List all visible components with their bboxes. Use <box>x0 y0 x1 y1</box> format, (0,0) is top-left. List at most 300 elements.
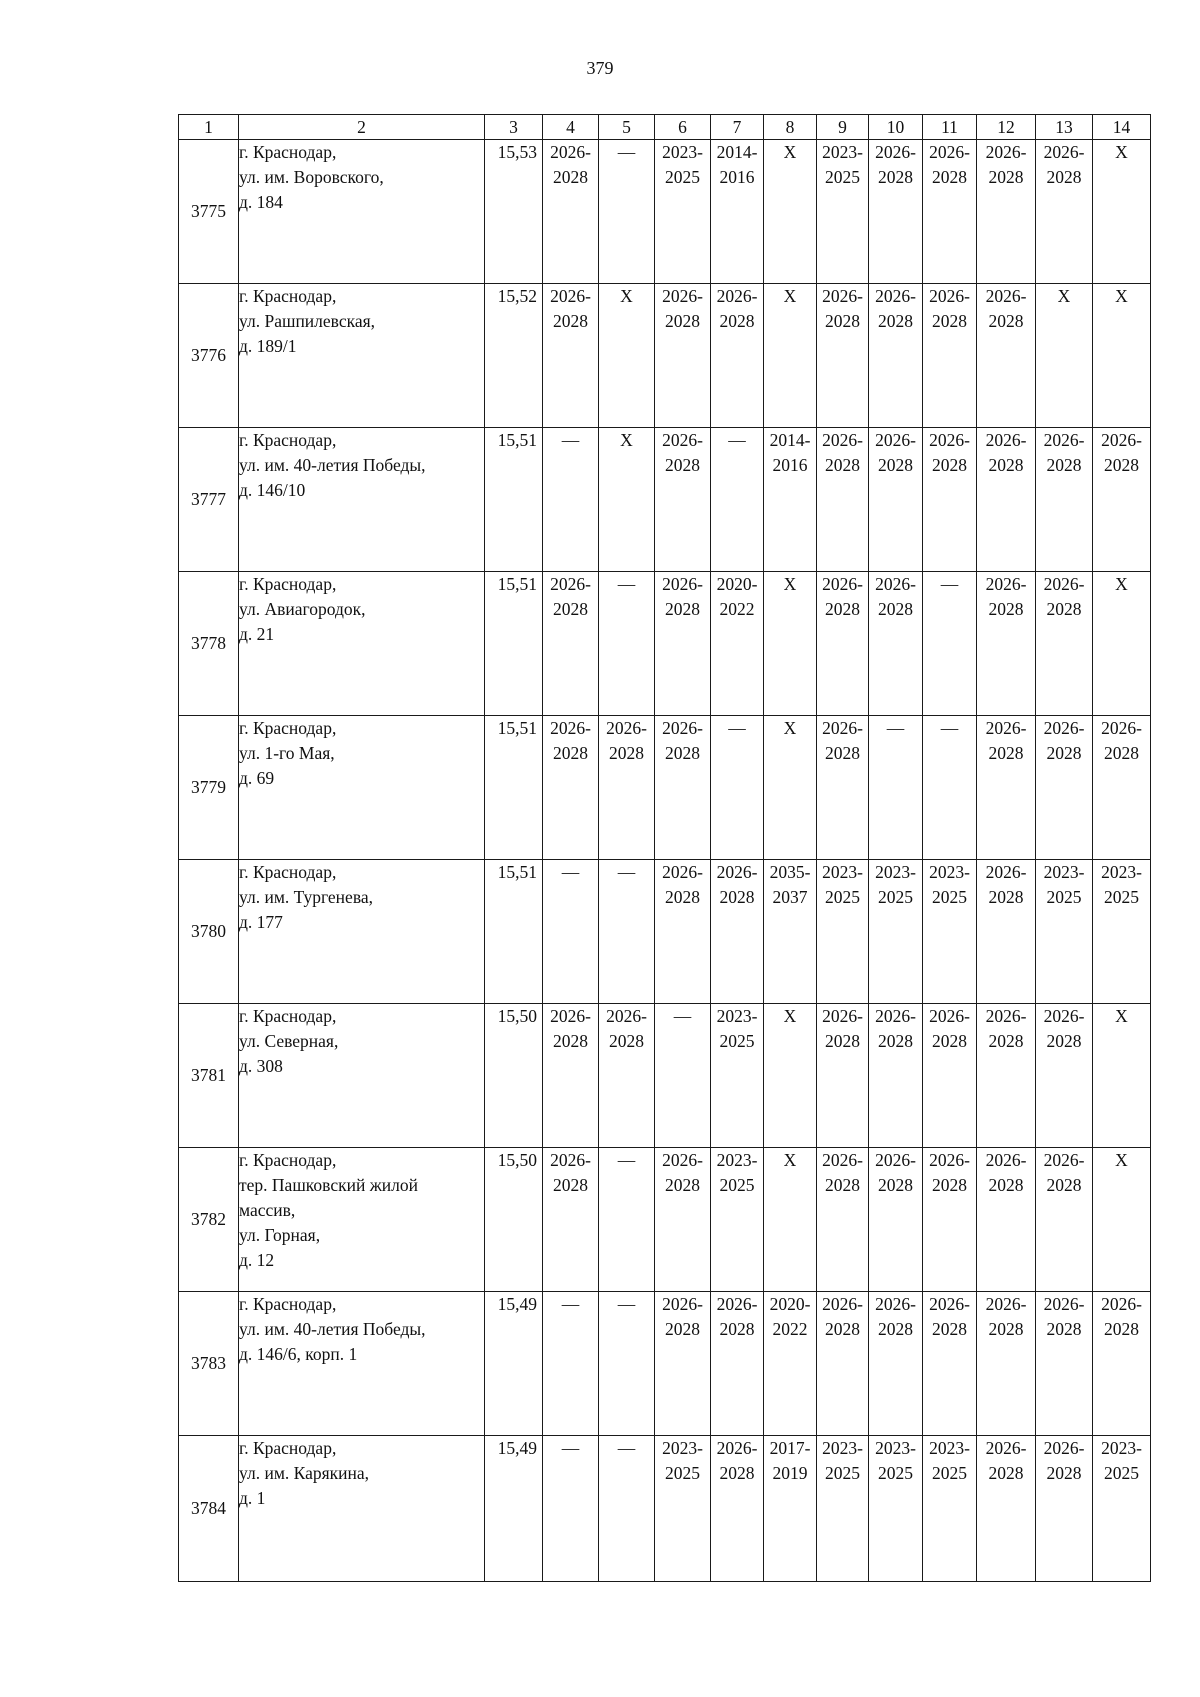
cell-value: 2023- <box>875 862 916 882</box>
cell-value: 2017- <box>769 1438 811 1458</box>
value-cell-col-6 <box>655 860 711 1004</box>
table-row <box>179 140 1151 284</box>
value-cell-col-4 <box>543 428 599 572</box>
cell-value: 2026- <box>822 1006 863 1026</box>
value-cell-col-9 <box>817 572 869 716</box>
cell-value: 2026- <box>822 1294 863 1314</box>
cell-value: 2026- <box>822 574 863 594</box>
column-header-5: 5 <box>599 115 655 140</box>
column-header-3: 3 <box>485 115 543 140</box>
cell-value: 2028 <box>1104 1319 1139 1339</box>
value-cell-col-11 <box>923 1292 977 1436</box>
value-cell-col-9 <box>817 284 869 428</box>
cell-value: 2028 <box>932 1319 967 1339</box>
cell-value: — <box>673 1006 692 1026</box>
address-line: д. 308 <box>239 1056 283 1076</box>
cell-value: 2028 <box>878 599 913 619</box>
value-cell-col-13 <box>1036 140 1093 284</box>
column-header-4: 4 <box>543 115 599 140</box>
cell-value: 2028 <box>665 743 700 763</box>
table-row <box>179 716 1151 860</box>
cell-value: 2028 <box>553 1031 588 1051</box>
address-line: д. 1 <box>239 1488 266 1508</box>
value-cell-col-6 <box>655 1436 711 1582</box>
address-line: ул. им. Тургенева, <box>239 887 373 907</box>
address-line: ул. Горная, <box>239 1225 321 1245</box>
cell-value: 2028 <box>719 1463 755 1483</box>
value-cell-col-11 <box>923 428 977 572</box>
address-line: ул. Северная, <box>239 1031 339 1051</box>
cell-value: — <box>940 718 959 738</box>
cell-value: 2023- <box>716 1006 758 1026</box>
cell-value: 2028 <box>825 311 860 331</box>
area-cell: 15,53 <box>485 140 543 284</box>
cell-value: 2026- <box>1043 574 1085 594</box>
table-body <box>179 140 1151 1582</box>
cell-value: 2028 <box>1046 1175 1082 1195</box>
cell-value: — <box>617 574 636 594</box>
cell-value: — <box>617 862 636 882</box>
cell-value: 2028 <box>878 311 913 331</box>
cell-value: 2028 <box>932 1175 967 1195</box>
cell-value: 2020- <box>769 1294 811 1314</box>
area-cell: 15,49 <box>485 1292 543 1436</box>
value-cell-col-14 <box>1093 1148 1151 1292</box>
value-cell-col-11 <box>923 1004 977 1148</box>
value-cell-col-4 <box>543 140 599 284</box>
cell-value: 2020- <box>716 574 758 594</box>
cell-value: 2028 <box>1104 743 1139 763</box>
cell-value: 2026- <box>985 1006 1027 1026</box>
value-cell-col-5 <box>599 716 655 860</box>
value-cell-col-13 <box>1036 1292 1093 1436</box>
cell-value: 2028 <box>1046 1319 1082 1339</box>
cell-value: 2028 <box>665 599 700 619</box>
cell-value: 2028 <box>988 455 1024 475</box>
cell-value: 2026- <box>716 862 758 882</box>
value-cell-col-14 <box>1093 140 1151 284</box>
value-cell-col-12 <box>977 1148 1036 1292</box>
value-cell-col-7 <box>711 428 764 572</box>
address-line: г. Краснодар, <box>239 574 337 594</box>
cell-value: 2026- <box>1101 718 1142 738</box>
value-cell-col-8 <box>764 284 817 428</box>
value-cell-col-11 <box>923 860 977 1004</box>
value-cell-col-11 <box>923 572 977 716</box>
cell-value: 2026- <box>662 1294 703 1314</box>
cell-value: 2026- <box>1043 1006 1085 1026</box>
value-cell-col-13 <box>1036 572 1093 716</box>
value-cell-col-7 <box>711 140 764 284</box>
cell-value: 2026- <box>662 718 703 738</box>
cell-value: 2026- <box>929 1150 970 1170</box>
value-cell-col-8 <box>764 716 817 860</box>
cell-value: X <box>620 286 633 306</box>
address-line: ул. им. 40-летия Победы, <box>239 455 426 475</box>
cell-value: 2026- <box>875 574 916 594</box>
address-cell <box>239 860 485 1004</box>
row-number: 3784 <box>179 1436 239 1582</box>
cell-value: X <box>1115 1150 1128 1170</box>
value-cell-col-12 <box>977 1436 1036 1582</box>
value-cell-col-12 <box>977 1004 1036 1148</box>
table-row <box>179 1004 1151 1148</box>
column-header-6: 6 <box>655 115 711 140</box>
table-row <box>179 428 1151 572</box>
value-cell-col-8 <box>764 1436 817 1582</box>
row-number: 3782 <box>179 1148 239 1292</box>
cell-value: 2026- <box>1043 1150 1085 1170</box>
cell-value: 2028 <box>1046 599 1082 619</box>
address-line: ул. Рашпилевская, <box>239 311 376 331</box>
area-cell: 15,51 <box>485 572 543 716</box>
cell-value: 2028 <box>988 1031 1024 1051</box>
area-cell: 15,49 <box>485 1436 543 1582</box>
value-cell-col-6 <box>655 572 711 716</box>
table-row <box>179 1148 1151 1292</box>
cell-value: X <box>783 1150 797 1170</box>
cell-value: X <box>783 1006 797 1026</box>
cell-value: 2028 <box>988 1175 1024 1195</box>
cell-value: 2026- <box>1043 430 1085 450</box>
cell-value: 2025 <box>825 1463 860 1483</box>
cell-value: X <box>783 286 797 306</box>
cell-value: 2026- <box>716 286 758 306</box>
value-cell-col-14 <box>1093 716 1151 860</box>
cell-value: 2026- <box>716 1294 758 1314</box>
cell-value: 2026- <box>1043 142 1085 162</box>
cell-value: 2026- <box>662 862 703 882</box>
address-line: г. Краснодар, <box>239 718 337 738</box>
cell-value: 2026- <box>929 142 970 162</box>
value-cell-col-14 <box>1093 428 1151 572</box>
cell-value: X <box>1057 286 1071 306</box>
value-cell-col-4 <box>543 1292 599 1436</box>
cell-value: 2023- <box>822 142 863 162</box>
cell-value: 2026- <box>716 1438 758 1458</box>
cell-value: — <box>617 1438 636 1458</box>
value-cell-col-4 <box>543 1436 599 1582</box>
value-cell-col-4 <box>543 1148 599 1292</box>
value-cell-col-10 <box>869 140 923 284</box>
cell-value: 2026- <box>822 718 863 738</box>
cell-value: X <box>1115 574 1128 594</box>
address-line: г. Краснодар, <box>239 1438 337 1458</box>
value-cell-col-5 <box>599 140 655 284</box>
address-line: г. Краснодар, <box>239 1150 337 1170</box>
cell-value: 2028 <box>825 599 860 619</box>
row-number: 3780 <box>179 860 239 1004</box>
cell-value: 2026- <box>985 862 1027 882</box>
row-number: 3778 <box>179 572 239 716</box>
cell-value: 2026- <box>985 574 1027 594</box>
cell-value: 2028 <box>878 1319 913 1339</box>
cell-value: 2026- <box>929 430 970 450</box>
address-line: г. Краснодар, <box>239 430 337 450</box>
cell-value: 2028 <box>1046 455 1082 475</box>
cell-value: — <box>728 430 746 450</box>
cell-value: 2026- <box>875 1294 916 1314</box>
value-cell-col-12 <box>977 140 1036 284</box>
value-cell-col-8 <box>764 1148 817 1292</box>
cell-value: X <box>1115 142 1128 162</box>
cell-value: 2026- <box>662 430 703 450</box>
column-header-11: 11 <box>923 115 977 140</box>
value-cell-col-13 <box>1036 284 1093 428</box>
value-cell-col-10 <box>869 1148 923 1292</box>
cell-value: 2026- <box>1043 1294 1085 1314</box>
area-cell: 15,50 <box>485 1004 543 1148</box>
cell-value: 2028 <box>665 1175 700 1195</box>
value-cell-col-14 <box>1093 1004 1151 1148</box>
address-cell <box>239 572 485 716</box>
cell-value: 2023- <box>1101 1438 1142 1458</box>
cell-value: 2026- <box>1101 430 1142 450</box>
cell-value: 2023- <box>822 1438 863 1458</box>
row-number: 3776 <box>179 284 239 428</box>
address-line: г. Краснодар, <box>239 142 337 162</box>
address-line: ул. им. Карякина, <box>239 1463 370 1483</box>
cell-value: 2026- <box>822 430 863 450</box>
table-row <box>179 572 1151 716</box>
value-cell-col-4 <box>543 716 599 860</box>
value-cell-col-11 <box>923 284 977 428</box>
cell-value: 2025 <box>825 167 860 187</box>
cell-value: 2025 <box>1104 887 1139 907</box>
area-cell: 15,51 <box>485 860 543 1004</box>
address-cell <box>239 428 485 572</box>
cell-value: 2028 <box>1046 167 1082 187</box>
address-line: д. 69 <box>239 768 275 788</box>
cell-value: 2026- <box>875 1150 916 1170</box>
cell-value: 2026- <box>929 1006 970 1026</box>
cell-value: 2026- <box>550 1006 591 1026</box>
address-line: ул. им. Воровского, <box>239 167 384 187</box>
cell-value: 2025 <box>878 1463 913 1483</box>
cell-value: 2026- <box>550 718 591 738</box>
cell-value: 2026- <box>822 1150 863 1170</box>
address-line: тер. Пашковский жилой <box>239 1175 418 1195</box>
value-cell-col-9 <box>817 140 869 284</box>
cell-value: 2028 <box>719 1319 755 1339</box>
table-row <box>179 1436 1151 1582</box>
cell-value: 2022 <box>772 1319 808 1339</box>
cell-value: 2026- <box>985 1294 1027 1314</box>
cell-value: 2026- <box>822 286 863 306</box>
value-cell-col-5 <box>599 572 655 716</box>
column-header-14: 14 <box>1093 115 1151 140</box>
value-cell-col-5 <box>599 1148 655 1292</box>
value-cell-col-11 <box>923 140 977 284</box>
cell-value: 2028 <box>878 455 913 475</box>
cell-value: X <box>783 142 797 162</box>
address-cell <box>239 1292 485 1436</box>
cell-value: 2026- <box>985 1150 1027 1170</box>
value-cell-col-7 <box>711 572 764 716</box>
cell-value: 2023- <box>662 142 703 162</box>
address-line: ул. им. 40-летия Победы, <box>239 1319 426 1339</box>
cell-value: 2025 <box>665 1463 700 1483</box>
cell-value: 2026- <box>606 718 647 738</box>
cell-value: 2025 <box>1104 1463 1139 1483</box>
address-cell <box>239 140 485 284</box>
cell-value: 2028 <box>988 887 1024 907</box>
cell-value: 2028 <box>878 1175 913 1195</box>
cell-value: — <box>561 862 580 882</box>
value-cell-col-7 <box>711 716 764 860</box>
cell-value: 2028 <box>932 1031 967 1051</box>
cell-value: 2026- <box>550 142 591 162</box>
value-cell-col-6 <box>655 140 711 284</box>
row-number: 3777 <box>179 428 239 572</box>
value-cell-col-10 <box>869 860 923 1004</box>
value-cell-col-13 <box>1036 428 1093 572</box>
value-cell-col-14 <box>1093 572 1151 716</box>
value-cell-col-9 <box>817 1436 869 1582</box>
value-cell-col-9 <box>817 860 869 1004</box>
address-line: д. 184 <box>239 192 283 212</box>
cell-value: 2023- <box>929 862 970 882</box>
cell-value: 2026- <box>985 430 1027 450</box>
cell-value: 2028 <box>988 743 1024 763</box>
cell-value: 2028 <box>878 1031 913 1051</box>
value-cell-col-8 <box>764 860 817 1004</box>
cell-value: 2026- <box>875 142 916 162</box>
cell-value: 2026- <box>985 142 1027 162</box>
column-header-8: 8 <box>764 115 817 140</box>
cell-value: 2025 <box>878 887 913 907</box>
value-cell-col-11 <box>923 716 977 860</box>
address-line: ул. Авиагородок, <box>239 599 366 619</box>
cell-value: 2026- <box>985 286 1027 306</box>
cell-value: 2025 <box>932 1463 967 1483</box>
cell-value: 2014- <box>716 142 758 162</box>
column-header-9: 9 <box>817 115 869 140</box>
cell-value: X <box>620 430 633 450</box>
cell-value: 2028 <box>609 743 644 763</box>
cell-value: 2016 <box>772 455 808 475</box>
value-cell-col-8 <box>764 140 817 284</box>
cell-value: X <box>783 574 797 594</box>
cell-value: 2028 <box>1046 743 1082 763</box>
cell-value: 2025 <box>719 1031 755 1051</box>
cell-value: 2028 <box>665 887 700 907</box>
cell-value: 2026- <box>1043 1438 1085 1458</box>
cell-value: — <box>561 1438 580 1458</box>
value-cell-col-12 <box>977 716 1036 860</box>
cell-value: 2028 <box>988 599 1024 619</box>
cell-value: 2028 <box>609 1031 644 1051</box>
address-line: г. Краснодар, <box>239 1006 337 1026</box>
address-line: д. 146/6, корп. 1 <box>239 1344 358 1364</box>
area-cell: 15,50 <box>485 1148 543 1292</box>
address-line: д. 12 <box>239 1250 275 1270</box>
cell-value: 2023- <box>1101 862 1142 882</box>
cell-value: 2014- <box>769 430 811 450</box>
value-cell-col-5 <box>599 1004 655 1148</box>
area-cell: 15,51 <box>485 716 543 860</box>
cell-value: 2028 <box>825 1175 860 1195</box>
cell-value: X <box>783 718 797 738</box>
row-number: 3775 <box>179 140 239 284</box>
cell-value: — <box>940 574 959 594</box>
cell-value: 2026- <box>1043 718 1085 738</box>
address-cell <box>239 1148 485 1292</box>
cell-value: 2028 <box>1046 1463 1082 1483</box>
row-number: 3781 <box>179 1004 239 1148</box>
value-cell-col-8 <box>764 1004 817 1148</box>
cell-value: 2026- <box>606 1006 647 1026</box>
value-cell-col-12 <box>977 860 1036 1004</box>
value-cell-col-12 <box>977 428 1036 572</box>
value-cell-col-9 <box>817 716 869 860</box>
cell-value: 2037 <box>772 887 808 907</box>
value-cell-col-7 <box>711 860 764 1004</box>
address-line: д. 146/10 <box>239 480 306 500</box>
value-cell-col-5 <box>599 1292 655 1436</box>
value-cell-col-4 <box>543 1004 599 1148</box>
cell-value: 2026- <box>929 286 970 306</box>
cell-value: 2026- <box>929 1294 970 1314</box>
cell-value: 2025 <box>719 1175 755 1195</box>
value-cell-col-7 <box>711 284 764 428</box>
value-cell-col-9 <box>817 1148 869 1292</box>
cell-value: — <box>561 1294 580 1314</box>
value-cell-col-10 <box>869 284 923 428</box>
cell-value: X <box>1115 286 1128 306</box>
column-header-1: 1 <box>179 115 239 140</box>
cell-value: 2028 <box>988 311 1024 331</box>
cell-value: 2023- <box>822 862 863 882</box>
cell-value: X <box>1115 1006 1128 1026</box>
cell-value: 2022 <box>719 599 755 619</box>
value-cell-col-7 <box>711 1292 764 1436</box>
cell-value: 2023- <box>716 1150 758 1170</box>
value-cell-col-11 <box>923 1436 977 1582</box>
cell-value: 2028 <box>988 1463 1024 1483</box>
cell-value: 2028 <box>932 455 967 475</box>
value-cell-col-13 <box>1036 716 1093 860</box>
column-header-12: 12 <box>977 115 1036 140</box>
value-cell-col-9 <box>817 428 869 572</box>
value-cell-col-13 <box>1036 1148 1093 1292</box>
cell-value: 2028 <box>665 311 700 331</box>
cell-value: — <box>728 718 746 738</box>
value-cell-col-4 <box>543 860 599 1004</box>
cell-value: 2026- <box>550 1150 591 1170</box>
value-cell-col-5 <box>599 860 655 1004</box>
cell-value: 2028 <box>665 1319 700 1339</box>
cell-value: 2026- <box>985 718 1027 738</box>
value-cell-col-6 <box>655 716 711 860</box>
cell-value: 2025 <box>932 887 967 907</box>
area-cell: 15,52 <box>485 284 543 428</box>
cell-value: 2026- <box>875 1006 916 1026</box>
value-cell-col-14 <box>1093 1292 1151 1436</box>
row-number: 3779 <box>179 716 239 860</box>
value-cell-col-13 <box>1036 1004 1093 1148</box>
value-cell-col-7 <box>711 1004 764 1148</box>
value-cell-col-14 <box>1093 860 1151 1004</box>
cell-value: 2028 <box>553 743 588 763</box>
value-cell-col-12 <box>977 1292 1036 1436</box>
value-cell-col-4 <box>543 572 599 716</box>
cell-value: 2026- <box>550 574 591 594</box>
address-line: г. Краснодар, <box>239 862 337 882</box>
address-line: д. 21 <box>239 624 275 644</box>
cell-value: — <box>617 1150 636 1170</box>
address-cell <box>239 1004 485 1148</box>
